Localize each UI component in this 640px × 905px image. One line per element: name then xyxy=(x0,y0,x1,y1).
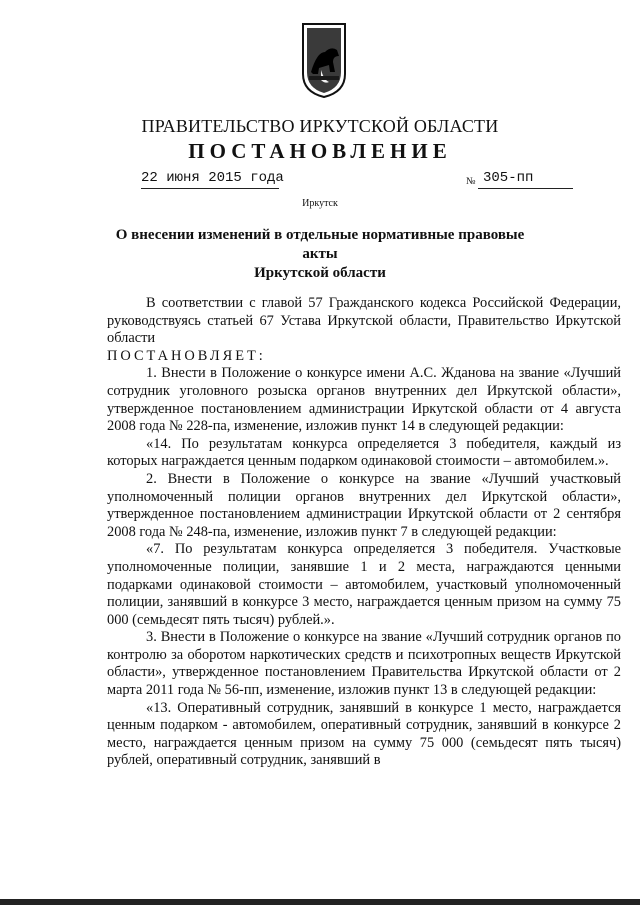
number-underline xyxy=(478,188,573,189)
document-date: 22 июня 2015 года xyxy=(141,170,284,186)
city-name: Иркутск xyxy=(302,198,338,209)
item-3-paragraph: 3. Внести в Положение о конкурсе на звание «Лучший сотрудник органов по контролю за оборотом наркотических средств и психотропных веществ Иркутской области», утвержденное постановлением Правительства Иркутской области от 2 марта 2011 года № 56-пп, изменение, изложив пункт 13 в следующей редакции: xyxy=(107,629,621,699)
item-3-quote: «13. Оперативный сотрудник, занявший в конкурсе 1 место, награждается ценным подарком - автомобилем, оперативный сотрудник, занявший в конкурсе 2 место, награждается ценным призом на сумму 75 000 (семьдесят пять тысяч) рублей, оперативный сотрудник, занявший в xyxy=(107,699,621,769)
document-body xyxy=(107,295,621,770)
number-sign: № xyxy=(466,176,476,187)
document-type: ПОСТАНОВЛЕНИЕ xyxy=(188,139,452,163)
item-1-quote: «14. По результатам конкурса определяется 3 победителя, каждый из которых награждается ценным подарком одинаковой стоимости – автомобилем.». xyxy=(107,435,621,470)
item-1-paragraph: 1. Внести в Положение о конкурсе имени А.С. Жданова на звание «Лучший сотрудник уголовного розыска органов внутренних дел Иркутской области», утвержденное постановлением администрации Иркутской области от 4 августа 2008 года № 228-па, изменение, изложив пункт 14 в следующей редакции: xyxy=(107,365,621,435)
document-subject xyxy=(100,226,540,283)
document-number: 305-пп xyxy=(483,170,534,186)
resolves-heading: ПОСТАНОВЛЯЕТ: xyxy=(107,347,266,364)
subject-line-2: Иркутской области xyxy=(254,265,386,281)
date-underline xyxy=(141,188,279,189)
scan-bottom-edge xyxy=(0,899,640,905)
government-title: ПРАВИТЕЛЬСТВО ИРКУТСКОЙ ОБЛАСТИ xyxy=(141,116,499,136)
irkutsk-coat-of-arms-icon xyxy=(299,22,349,98)
item-2-paragraph: 2. Внести в Положение о конкурсе на звание «Лучший участковый уполномоченный полиции органов внутренних дел Иркутской области», утвержденное постановлением администрации Иркутской области от 2 сентября 2008 года № 248-па, изменение, изложив пункт 7 в следующей редакции: xyxy=(107,470,621,540)
subject-line-1: О внесении изменений в отдельные нормативные правовые акты xyxy=(115,227,525,262)
preamble-paragraph: В соответствии с главой 57 Гражданского кодекса Российской Федерации, руководствуясь статьей 67 Устава Иркутской области, Правительство Иркутской области xyxy=(107,295,621,347)
item-2-quote: «7. По результатам конкурса определяется 3 победителя. Участковые уполномоченные полиции, занявшие 1 и 2 места, награждаются ценными подарками одинаковой стоимости – автомобилем, участковый уполномоченный полиции, занявший в конкурсе 3 место, награждается ценным призом на сумму 75 000 (семьдесят пять тысяч) рублей.». xyxy=(107,541,621,628)
